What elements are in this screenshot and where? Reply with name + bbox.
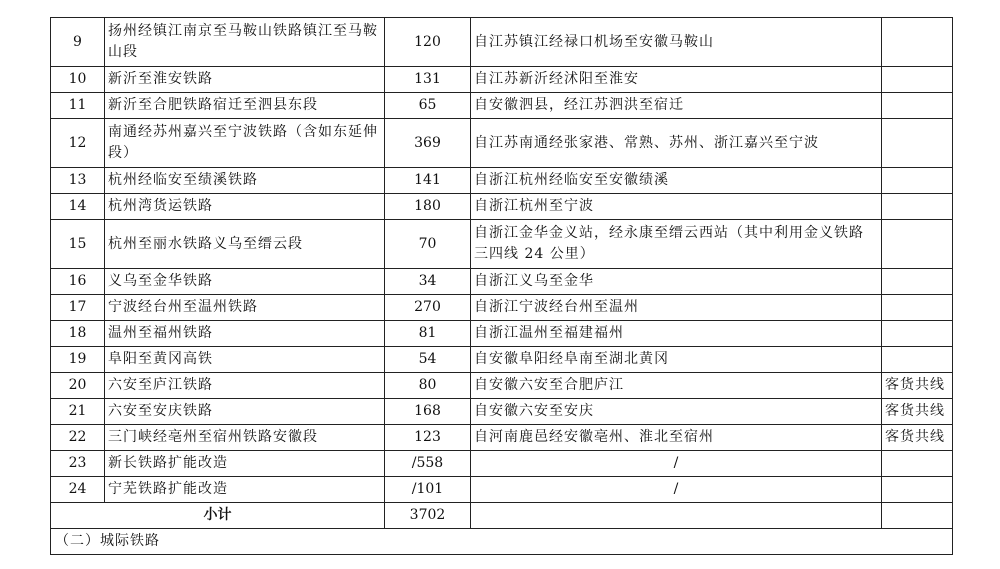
table-row: [51, 220, 953, 269]
subtotal-empty: [882, 503, 953, 529]
remark: [882, 18, 953, 67]
row-number: 15: [51, 220, 105, 269]
row-number: 22: [51, 425, 105, 451]
row-number: 20: [51, 373, 105, 399]
length-km: 369: [385, 119, 471, 168]
length-km: 180: [385, 194, 471, 220]
table-row: [51, 451, 953, 477]
remark: [882, 321, 953, 347]
row-number: 13: [51, 168, 105, 194]
line-name: 新沂至合肥铁路宿迁至泗县东段: [105, 93, 385, 119]
row-number: 24: [51, 477, 105, 503]
subtotal-empty: [471, 503, 882, 529]
line-name: 宁芜铁路扩能改造: [105, 477, 385, 503]
route: 自安徽阜阳经阜南至湖北黄冈: [471, 347, 882, 373]
remark: 客货共线: [882, 425, 953, 451]
line-name: 扬州经镇江南京至马鞍山铁路镇江至马鞍山段: [105, 18, 385, 67]
remark: [882, 93, 953, 119]
row-number: 16: [51, 269, 105, 295]
row-number: 17: [51, 295, 105, 321]
row-number: 23: [51, 451, 105, 477]
length-km: 65: [385, 93, 471, 119]
row-number: 11: [51, 93, 105, 119]
remark: [882, 477, 953, 503]
table-row: [51, 67, 953, 93]
route: 自安徽泗县，经江苏泗洪至宿迁: [471, 93, 882, 119]
remark: [882, 451, 953, 477]
row-number: 21: [51, 399, 105, 425]
remark: 客货共线: [882, 373, 953, 399]
length-km: 141: [385, 168, 471, 194]
line-name: 新长铁路扩能改造: [105, 451, 385, 477]
line-name: 南通经苏州嘉兴至宁波铁路（含如东延伸段）: [105, 119, 385, 168]
line-name: 六安至安庆铁路: [105, 399, 385, 425]
length-km: 81: [385, 321, 471, 347]
row-number: 12: [51, 119, 105, 168]
route: 自浙江义乌至金华: [471, 269, 882, 295]
remark: [882, 295, 953, 321]
route: 自浙江宁波经台州至温州: [471, 295, 882, 321]
row-number: 19: [51, 347, 105, 373]
route: /: [471, 477, 882, 503]
route: 自浙江杭州至宁波: [471, 194, 882, 220]
line-name: 宁波经台州至温州铁路: [105, 295, 385, 321]
line-name: 杭州至丽水铁路义乌至缙云段: [105, 220, 385, 269]
remark: [882, 347, 953, 373]
row-number: 10: [51, 67, 105, 93]
table-row: [51, 399, 953, 425]
table-row: [51, 93, 953, 119]
route: 自安徽六安至安庆: [471, 399, 882, 425]
route: 自江苏新沂经沭阳至淮安: [471, 67, 882, 93]
route: 自浙江金华金义站，经永康至缙云西站（其中利用金义铁路三四线 24 公里）: [471, 220, 882, 269]
table-row: [51, 18, 953, 67]
row-number: 18: [51, 321, 105, 347]
table-row: [51, 477, 953, 503]
railway-table: [50, 17, 953, 555]
length-km: 34: [385, 269, 471, 295]
route: 自江苏南通经张家港、常熟、苏州、浙江嘉兴至宁波: [471, 119, 882, 168]
length-km: 120: [385, 18, 471, 67]
length-km: 131: [385, 67, 471, 93]
route: 自浙江杭州经临安至安徽绩溪: [471, 168, 882, 194]
table-row: [51, 295, 953, 321]
length-km: 123: [385, 425, 471, 451]
route: 自江苏镇江经禄口机场至安徽马鞍山: [471, 18, 882, 67]
route: 自河南鹿邑经安徽亳州、淮北至宿州: [471, 425, 882, 451]
route: 自浙江温州至福建福州: [471, 321, 882, 347]
length-km: 80: [385, 373, 471, 399]
line-name: 温州至福州铁路: [105, 321, 385, 347]
length-km: /558: [385, 451, 471, 477]
row-number: 14: [51, 194, 105, 220]
row-number: 9: [51, 18, 105, 67]
table-row: [51, 321, 953, 347]
table-row: [51, 425, 953, 451]
remark: [882, 119, 953, 168]
length-km: 70: [385, 220, 471, 269]
table-row: [51, 168, 953, 194]
length-km: /101: [385, 477, 471, 503]
table-row: [51, 373, 953, 399]
remark: [882, 269, 953, 295]
remark: [882, 168, 953, 194]
table-row: [51, 269, 953, 295]
line-name: 杭州经临安至绩溪铁路: [105, 168, 385, 194]
subtotal-value: 3702: [385, 503, 471, 529]
line-name: 三门峡经亳州至宿州铁路安徽段: [105, 425, 385, 451]
section-row: [51, 529, 953, 555]
table-row: [51, 119, 953, 168]
remark: 客货共线: [882, 399, 953, 425]
route: /: [471, 451, 882, 477]
remark: [882, 194, 953, 220]
subtotal-label: 小计: [51, 503, 385, 529]
line-name: 杭州湾货运铁路: [105, 194, 385, 220]
length-km: 54: [385, 347, 471, 373]
line-name: 阜阳至黄冈高铁: [105, 347, 385, 373]
line-name: 义乌至金华铁路: [105, 269, 385, 295]
table-row: [51, 347, 953, 373]
length-km: 168: [385, 399, 471, 425]
route: 自安徽六安至合肥庐江: [471, 373, 882, 399]
remark: [882, 67, 953, 93]
table-row: [51, 194, 953, 220]
length-km: 270: [385, 295, 471, 321]
section-heading: （二）城际铁路: [51, 529, 953, 555]
line-name: 新沂至淮安铁路: [105, 67, 385, 93]
remark: [882, 220, 953, 269]
subtotal-row: [51, 503, 953, 529]
line-name: 六安至庐江铁路: [105, 373, 385, 399]
